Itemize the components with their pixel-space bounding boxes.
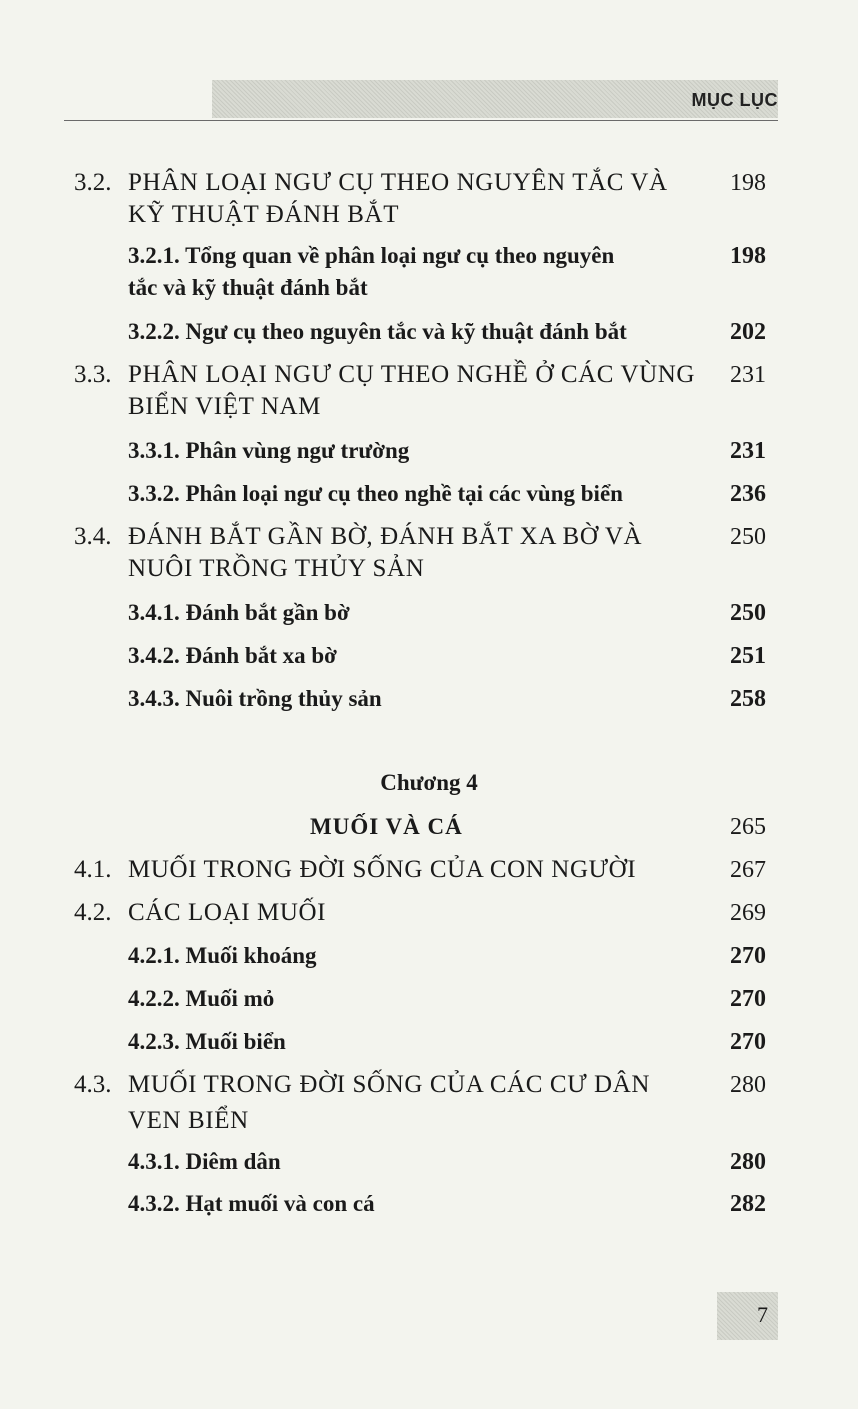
section-title-line1: PHÂN LOẠI NGƯ CỤ THEO NGHỀ Ở CÁC VÙNG <box>128 361 696 388</box>
section-title-line1: PHÂN LOẠI NGƯ CỤ THEO NGUYÊN TẮC VÀ <box>128 169 668 196</box>
footer-band <box>717 1292 778 1340</box>
section-number: 4.2. <box>74 899 112 926</box>
subsection-title-line1: 3.4.1. Đánh bắt gần bờ <box>128 600 350 625</box>
running-header-title: MỤC LỤC <box>691 90 778 110</box>
page-ref: 280 <box>730 1149 766 1175</box>
subsection-title-line1: 3.4.2. Đánh bắt xa bờ <box>128 643 337 668</box>
subsection-title-line1: 4.2.2. Muối mỏ <box>128 986 275 1011</box>
page-ref: 231 <box>730 362 766 388</box>
section-title-line2: VEN BIỂN <box>128 1107 249 1134</box>
chapter-label: Chương 4 <box>380 770 478 795</box>
page-ref: 282 <box>730 1191 766 1217</box>
page-ref: 269 <box>730 900 766 926</box>
page-ref: 250 <box>730 524 766 550</box>
page-ref: 270 <box>730 986 766 1012</box>
page-ref: 202 <box>730 319 766 345</box>
page-ref: 198 <box>730 243 766 269</box>
subsection-title-line1: 4.2.3. Muối biển <box>128 1029 286 1054</box>
section-title-line1: ĐÁNH BẮT GẦN BỜ, ĐÁNH BẮT XA BỜ VÀ <box>128 523 643 550</box>
subsection-title-line1: 4.2.1. Muối khoáng <box>128 943 317 968</box>
page-ref: 250 <box>730 600 766 626</box>
page-ref: 267 <box>730 857 766 883</box>
section-title-line1: MUỐI TRONG ĐỜI SỐNG CỦA CON NGƯỜI <box>128 856 637 883</box>
subsection-title-line1: 3.3.1. Phân vùng ngư trường <box>128 438 410 463</box>
section-title-line2: NUÔI TRỒNG THỦY SẢN <box>128 555 425 582</box>
page-ref: 270 <box>730 943 766 969</box>
page-ref: 251 <box>730 643 766 669</box>
subsection-title-line1: 3.2.1. Tổng quan về phân loại ngư cụ theo nguyên <box>128 243 615 268</box>
page-ref: 265 <box>730 814 766 840</box>
subsection-title-line1: 3.3.2. Phân loại ngư cụ theo nghề tại các vùng biển <box>128 481 623 506</box>
subsection-title-line1: 4.3.1. Diêm dân <box>128 1149 281 1174</box>
header-rule <box>64 120 778 121</box>
section-number: 4.1. <box>74 856 112 883</box>
subsection-title-line1: 3.4.3. Nuôi trồng thủy sản <box>128 686 382 711</box>
page-ref: 280 <box>730 1072 766 1098</box>
section-number: 3.2. <box>74 169 112 196</box>
page-ref: 270 <box>730 1029 766 1055</box>
section-title-line1: MUỐI TRONG ĐỜI SỐNG CỦA CÁC CƯ DÂN <box>128 1071 651 1098</box>
subsection-title-line1: 3.2.2. Ngư cụ theo nguyên tắc và kỹ thuật đánh bắt <box>128 319 627 344</box>
page-ref: 198 <box>730 170 766 196</box>
section-number: 4.3. <box>74 1071 112 1098</box>
section-title-line1: CÁC LOẠI MUỐI <box>128 899 327 926</box>
page-number: 7 <box>757 1302 768 1327</box>
section-title-line2: BIỂN VIỆT NAM <box>128 393 321 420</box>
section-title-line2: KỸ THUẬT ĐÁNH BẮT <box>128 201 400 228</box>
page-ref: 258 <box>730 686 766 712</box>
page-ref: 231 <box>730 438 766 464</box>
page-ref: 236 <box>730 481 766 507</box>
section-number: 3.3. <box>74 361 112 388</box>
chapter-name: MUỐI VÀ CÁ <box>310 814 463 839</box>
subsection-title-line1: 4.3.2. Hạt muối và con cá <box>128 1191 375 1216</box>
section-number: 3.4. <box>74 523 112 550</box>
subsection-title-line2: tắc và kỹ thuật đánh bắt <box>128 275 368 300</box>
